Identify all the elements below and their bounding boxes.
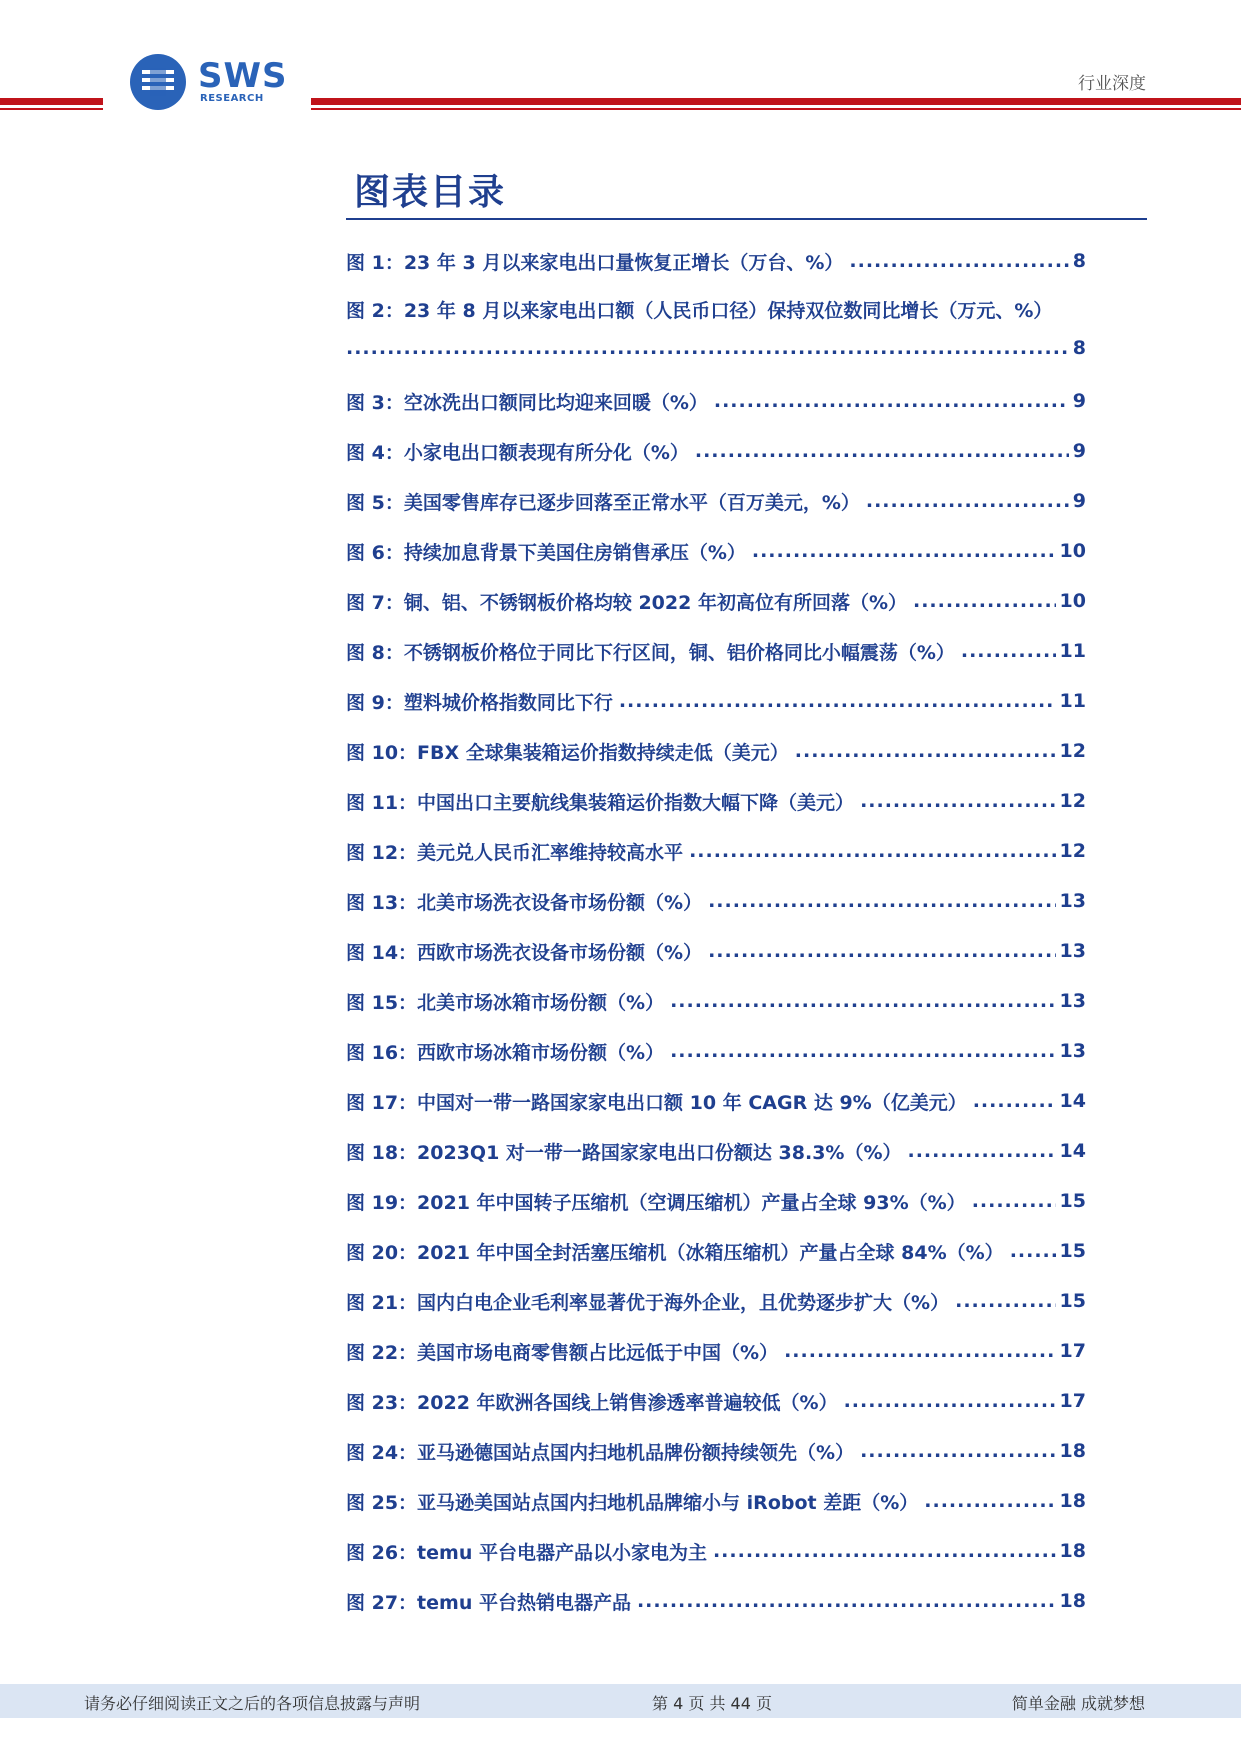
toc-leader-dots <box>849 250 1068 272</box>
toc-leader-dots <box>752 540 1056 562</box>
toc-entry-label: 图 2：23 年 8 月以来家电出口额（人民币口径）保持双位数同比增长（万元、%） <box>346 300 1053 322</box>
toc-leader-dots <box>908 1140 1056 1162</box>
toc-entry[interactable] <box>346 1126 1086 1176</box>
toc-title: 图表目录 <box>354 172 507 213</box>
toc-entry[interactable] <box>346 876 1086 926</box>
toc-entry[interactable] <box>346 236 1086 286</box>
sws-logo <box>128 50 288 115</box>
toc-leader-dots <box>346 337 1069 359</box>
toc-leader-dots <box>913 590 1056 612</box>
logo-text: SWS <box>198 56 288 96</box>
toc-entry[interactable] <box>346 1376 1086 1426</box>
toc-entry[interactable] <box>346 1026 1086 1076</box>
toc-leader-dots <box>689 840 1055 862</box>
toc-entry-page: 13 <box>1059 990 1086 1012</box>
toc-entry[interactable] <box>346 976 1086 1026</box>
toc-leader-dots <box>866 490 1069 512</box>
footer-page-number: 第 4 页 共 44 页 <box>652 1694 772 1713</box>
toc-entry-label: 图 20：2021 年中国全封活塞压缩机（冰箱压缩机）产量占全球 84%（%） <box>346 1241 1004 1264</box>
toc-entry-label: 图 1：23 年 3 月以来家电出口量恢复正增长（万台、%） <box>346 251 844 274</box>
toc-entry[interactable] <box>346 1526 1086 1576</box>
toc-entry-label: 图 18：2023Q1 对一带一路国家家电出口份额达 38.3%（%） <box>346 1141 902 1164</box>
toc-entry-page: 10 <box>1059 590 1086 612</box>
toc-leader-dots <box>708 940 1055 962</box>
toc-entry[interactable] <box>346 826 1086 876</box>
toc-entry[interactable] <box>346 726 1086 776</box>
toc-leader-dots <box>670 1040 1055 1062</box>
toc-entry[interactable] <box>346 926 1086 976</box>
toc-entry-page: 17 <box>1059 1390 1086 1412</box>
toc-list <box>346 236 1086 1626</box>
toc-entry[interactable] <box>346 1476 1086 1526</box>
toc-entry[interactable] <box>346 1326 1086 1376</box>
toc-entry-page: 13 <box>1059 940 1086 962</box>
toc-leader-dots <box>784 1340 1055 1362</box>
toc-entry[interactable] <box>346 1276 1086 1326</box>
toc-leader-dots <box>637 1590 1056 1612</box>
toc-leader-dots <box>961 640 1056 662</box>
toc-entry-label: 图 16：西欧市场冰箱市场份额（%） <box>346 1041 665 1064</box>
toc-entry-page: 13 <box>1059 890 1086 912</box>
toc-entry[interactable] <box>346 526 1086 576</box>
toc-entry[interactable] <box>346 1176 1086 1226</box>
toc-entry-page: 8 <box>1072 337 1086 359</box>
toc-entry-label: 图 26：temu 平台电器产品以小家电为主 <box>346 1541 707 1564</box>
toc-entry-label: 图 3：空冰洗出口额同比均迎来回暖（%） <box>346 391 708 414</box>
toc-entry-page: 15 <box>1059 1240 1086 1262</box>
toc-leader-dots <box>955 1290 1055 1312</box>
toc-entry-label: 图 10：FBX 全球集装箱运价指数持续走低（美元） <box>346 741 789 764</box>
toc-entry-page: 12 <box>1059 740 1086 762</box>
toc-entry-page: 12 <box>1059 790 1086 812</box>
toc-entry-label: 图 9：塑料城价格指数同比下行 <box>346 691 613 714</box>
toc-entry[interactable] <box>346 1576 1086 1626</box>
toc-leader-dots <box>670 990 1055 1012</box>
toc-entry-page: 9 <box>1072 440 1086 462</box>
toc-entry[interactable] <box>346 676 1086 726</box>
toc-entry-page: 18 <box>1059 1490 1086 1512</box>
toc-entry-page: 15 <box>1059 1290 1086 1312</box>
toc-leader-dots <box>714 390 1069 412</box>
toc-entry-label: 图 24：亚马逊德国站点国内扫地机品牌份额持续领先（%） <box>346 1441 855 1464</box>
toc-entry[interactable] <box>346 1076 1086 1126</box>
toc-entry[interactable] <box>346 626 1086 676</box>
toc-entry-page: 11 <box>1059 690 1086 712</box>
footer-disclaimer: 请务必仔细阅读正文之后的各项信息披露与声明 <box>84 1694 421 1713</box>
toc-entry-page: 14 <box>1059 1090 1086 1112</box>
toc-entry-page: 12 <box>1059 840 1086 862</box>
toc-entry-label: 图 17：中国对一带一路国家家电出口额 10 年 CAGR 达 9%（亿美元） <box>346 1091 967 1114</box>
toc-entry-page: 15 <box>1059 1190 1086 1212</box>
toc-entry[interactable] <box>346 1226 1086 1276</box>
toc-leader-dots <box>695 440 1069 462</box>
toc-entry-label: 图 5：美国零售库存已逐步回落至正常水平（百万美元，%） <box>346 491 860 514</box>
toc-entry-page: 18 <box>1059 1440 1086 1462</box>
toc-entry[interactable] <box>346 576 1086 626</box>
toc-entry-page: 9 <box>1072 490 1086 512</box>
toc-entry-label: 图 13：北美市场洗衣设备市场份额（%） <box>346 891 703 914</box>
logo-subtext: RESEARCH <box>200 93 264 104</box>
toc-entry[interactable] <box>346 292 1086 376</box>
toc-entry-label: 图 8：不锈钢板价格位于同比下行区间，铜、铝价格同比小幅震荡（%） <box>346 641 955 664</box>
toc-entry[interactable] <box>346 476 1086 526</box>
toc-entry-label: 图 21：国内白电企业毛利率显著优于海外企业，且优势逐步扩大（%） <box>346 1291 950 1314</box>
toc-entry-page: 8 <box>1072 250 1086 272</box>
toc-entry-label: 图 25：亚马逊美国站点国内扫地机品牌缩小与 iRobot 差距（%） <box>346 1491 919 1514</box>
toc-entry-page: 10 <box>1059 540 1086 562</box>
toc-entry[interactable] <box>346 776 1086 826</box>
title-divider <box>346 218 1147 220</box>
toc-entry-label: 图 4：小家电出口额表现有所分化（%） <box>346 441 689 464</box>
toc-entry-page: 18 <box>1059 1590 1086 1612</box>
toc-entry-page: 13 <box>1059 1040 1086 1062</box>
toc-leader-dots <box>860 790 1055 812</box>
toc-leader-dots <box>860 1440 1055 1462</box>
toc-entry-page: 18 <box>1059 1540 1086 1562</box>
toc-entry-label: 图 27：temu 平台热销电器产品 <box>346 1591 631 1614</box>
toc-entry-page: 17 <box>1059 1340 1086 1362</box>
report-category: 行业深度 <box>1078 74 1146 94</box>
toc-entry-page: 14 <box>1059 1140 1086 1162</box>
toc-entry[interactable] <box>346 426 1086 476</box>
header-rule-left <box>0 98 103 110</box>
toc-leader-dots <box>973 1090 1056 1112</box>
toc-entry-label: 图 19：2021 年中国转子压缩机（空调压缩机）产量占全球 93%（%） <box>346 1191 966 1214</box>
toc-entry[interactable] <box>346 376 1086 426</box>
toc-entry-label: 图 6：持续加息背景下美国住房销售承压（%） <box>346 541 746 564</box>
toc-entry-label: 图 7：铜、铝、不锈钢板价格均较 2022 年初高位有所回落（%） <box>346 591 907 614</box>
toc-entry-page: 11 <box>1059 640 1086 662</box>
toc-entry-label: 图 11：中国出口主要航线集装箱运价指数大幅下降（美元） <box>346 791 855 814</box>
toc-entry-label: 图 23：2022 年欧洲各国线上销售渗透率普遍较低（%） <box>346 1391 838 1414</box>
sws-logo-mark-icon <box>128 52 188 112</box>
page-footer <box>0 1684 1241 1718</box>
toc-entry-label: 图 22：美国市场电商零售额占比远低于中国（%） <box>346 1341 779 1364</box>
toc-entry-label: 图 12：美元兑人民币汇率维持较高水平 <box>346 841 684 864</box>
toc-leader-dots <box>972 1190 1056 1212</box>
toc-entry-page: 9 <box>1072 390 1086 412</box>
footer-slogan: 简单金融 成就梦想 <box>1011 1694 1145 1713</box>
toc-leader-dots <box>713 1540 1056 1562</box>
toc-leader-dots <box>708 890 1055 912</box>
toc-leader-dots <box>1010 1240 1056 1262</box>
toc-leader-dots <box>795 740 1056 762</box>
toc-entry[interactable] <box>346 1426 1086 1476</box>
toc-leader-dots <box>924 1490 1055 1512</box>
toc-leader-dots <box>619 690 1056 712</box>
toc-entry-label: 图 15：北美市场冰箱市场份额（%） <box>346 991 665 1014</box>
toc-entry-label: 图 14：西欧市场洗衣设备市场份额（%） <box>346 941 703 964</box>
toc-leader-dots <box>844 1390 1056 1412</box>
header-rule-right <box>311 98 1241 110</box>
